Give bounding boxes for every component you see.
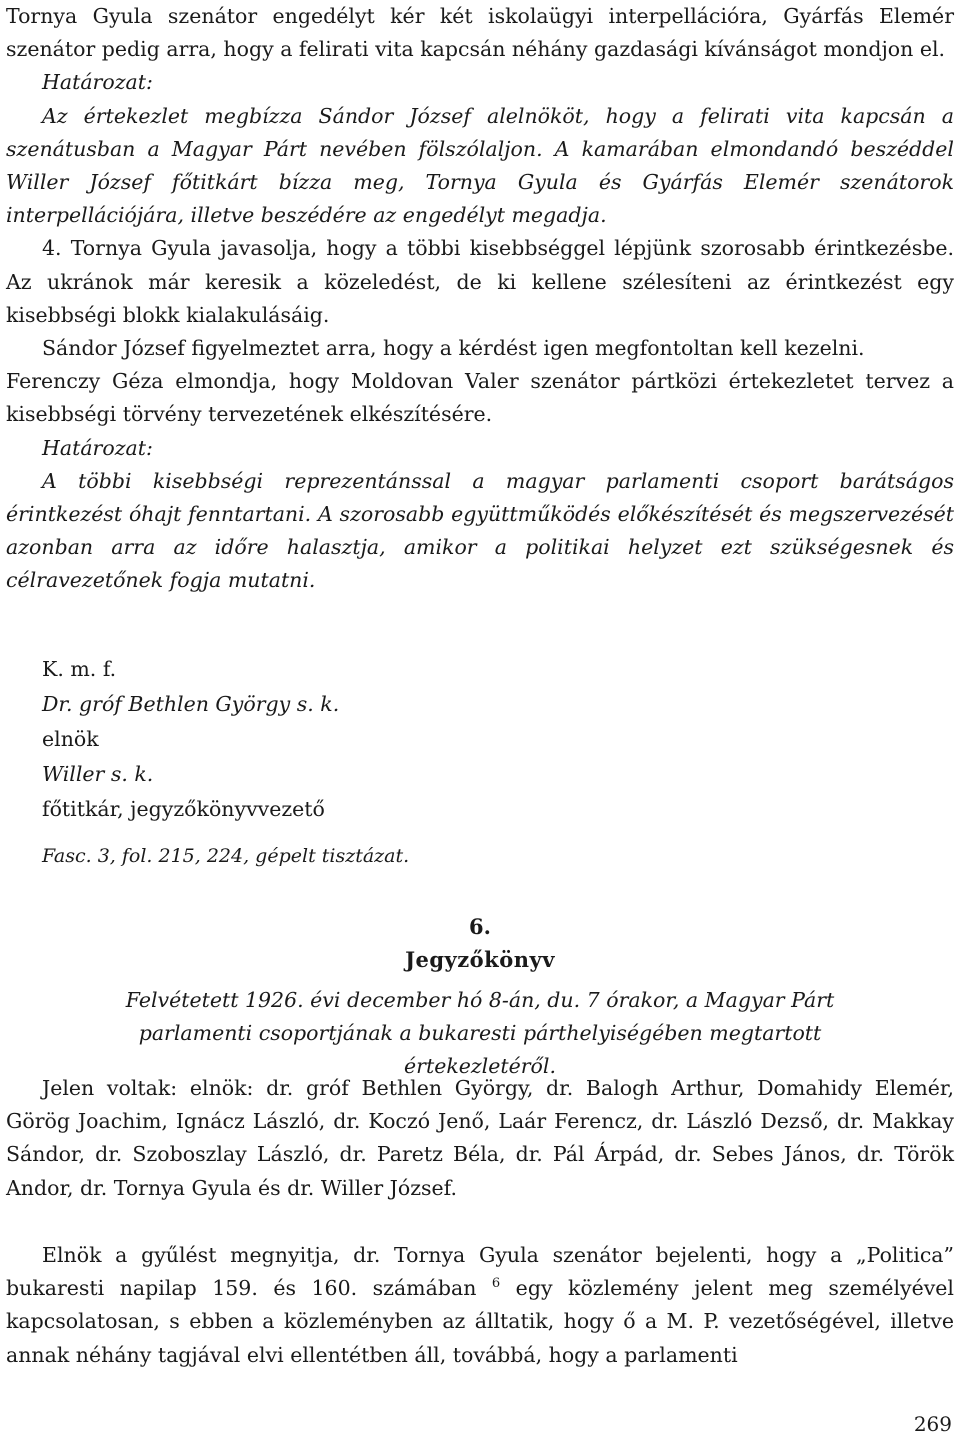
signatory-2: Willer s. k. xyxy=(42,762,154,786)
kmf: K. m. f. xyxy=(42,657,117,681)
resolution-2: A többi kisebbségi reprezentánssal a magyar parlamenti csoport barátságos érintkezést óhajt fenntartani. A szorosabb együttműködés előkészítését és megszervezését azonban arra az időre halasztja, amikor a politikai helyzet ezt szükségesnek és célravezetőnek fogja mutatni. xyxy=(6,468,954,593)
opening-text-2: egy közlemény jelent meg személyével kapcsolatosan, s ebben a közleményben az álltatik, hogy ő a M. P. vezetőségével, illetve annak néhány tagjával elvi ellentétben áll, továbbá, hogy a parlamenti xyxy=(6,1276,954,1367)
present-block xyxy=(6,1072,954,1205)
source-note: Fasc. 3, fol. 215, 224, gépelt tisztázat. xyxy=(42,845,410,867)
signature-block xyxy=(6,652,954,827)
top-paragraph: Tornya Gyula szenátor engedélyt kér két iskolaügyi interpellációra, Gyárfás Elemér szenátor pedig arra, hogy a felirati vita kapcsán néhány gazdasági kívánságot mondjon el. xyxy=(6,4,954,62)
footnote-ref[interactable]: 6 xyxy=(491,1276,501,1292)
present-list: Jelen voltak: elnök: dr. gróf Bethlen György, dr. Balogh Arthur, Domahidy Elemér, Görög Joachim, Ignácz László, dr. Koczó Jenő, Laár Ferencz, dr. László Dezső, dr. Makkay Sándor, dr. Szoboszlay László, dr. Paretz Béla, dr. Pál Árpád, dr. Sebes János, dr. Török Andor, dr. Tornya Gyula és dr. Willer József. xyxy=(6,1076,954,1200)
signatory-1-role: elnök xyxy=(42,727,99,751)
opening-paragraph xyxy=(6,1239,954,1372)
page-number: 269 xyxy=(913,1412,952,1436)
resolution-label-1: Határozat: xyxy=(42,70,153,95)
opening-block xyxy=(6,1239,954,1372)
sandor-warning: Sándor József figyelmeztet arra, hogy a kérdést igen megfontoltan kell kezelni. xyxy=(42,336,865,361)
resolution-label-2: Határozat: xyxy=(42,435,153,460)
section-title: Jegyzőkönyv xyxy=(405,947,555,972)
signatory-1: Dr. gróf Bethlen György s. k. xyxy=(42,692,340,716)
opening-text-1: Elnök a gyűlést megnyitja, dr. Tornya Gyula szenátor bejelenti, hogy a „Politica” bukaresti napilap 159. és 160. számában xyxy=(6,1243,954,1301)
resolution-1: Az értekezlet megbízza Sándor József alelnököt, hogy a felirati vita kapcsán a szenátusban a Magyar Párt nevében fölszólaljon. A kamarában elmondandó beszéddel Willer József főtitkárt bízza meg, Tornya Gyula és Gyárfás Elemér szenátorok interpellációjára, illetve beszédére az engedélyt megadja. xyxy=(6,103,954,228)
section-number: 6. xyxy=(469,914,491,939)
text-block-top xyxy=(6,0,954,598)
ferenczy-paragraph: Ferenczy Géza elmondja, hogy Moldovan Valer szenátor pártközi értekezletet tervez a kisebbségi törvény tervezetének elkészítésére. xyxy=(6,369,954,427)
point-4: 4. Tornya Gyula javasolja, hogy a többi kisebbséggel lépjünk szorosabb érintkezésbe. Az ukránok már keresik a közeledést, de ki kellene szélesíteni az érintkezést egy kisebbségi blokk kialakulásáig. xyxy=(6,236,954,327)
section-subtitle: Felvétetett 1926. évi december hó 8-án, du. 7 órakor, a Magyar Párt parlamenti csoportjának a bukaresti párthelyiségében megtartott értekezletéről. xyxy=(125,988,835,1078)
signatory-2-role: főtitkár, jegyzőkönyvvezető xyxy=(42,797,325,821)
